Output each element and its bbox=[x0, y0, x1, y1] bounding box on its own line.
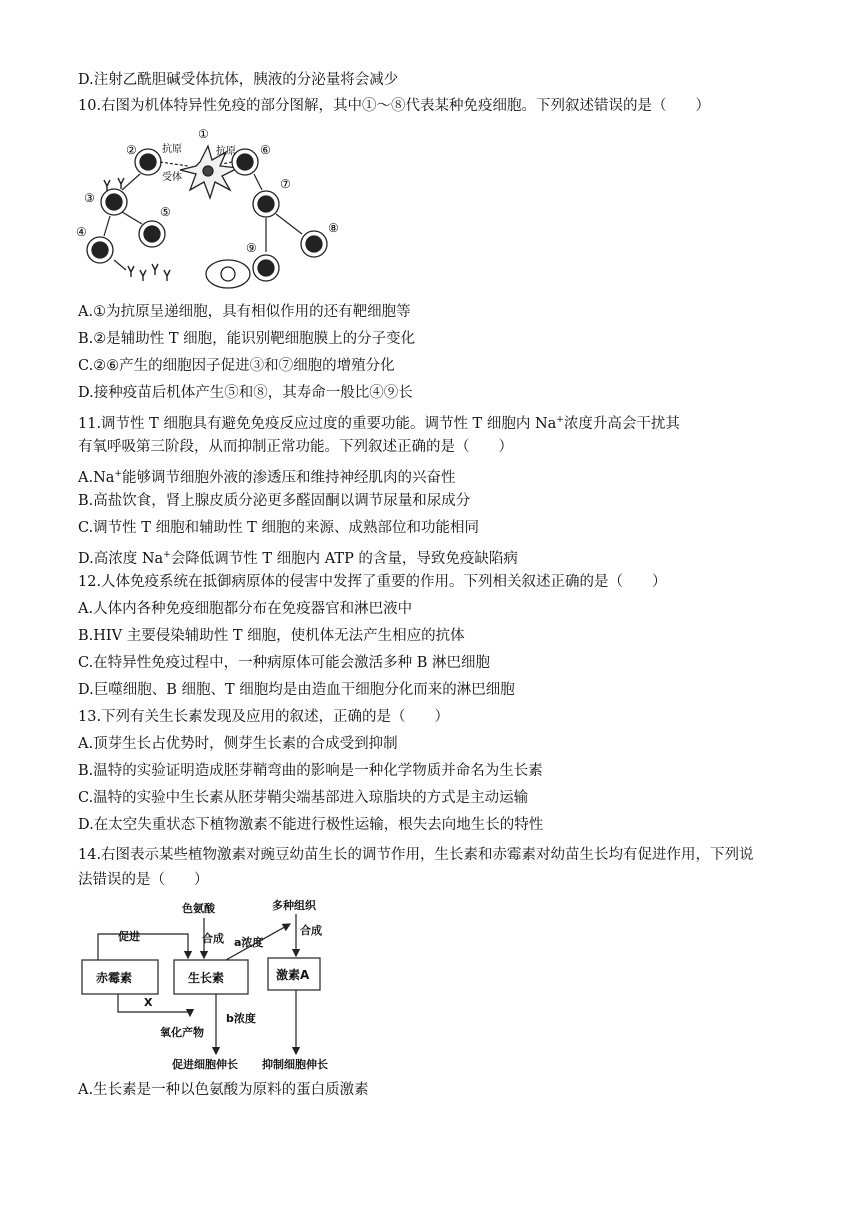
q14-option-a: A.生长素是一种以色氨酸为原料的蛋白质激素 bbox=[78, 1082, 369, 1098]
a-conc-label: a浓度 bbox=[234, 936, 264, 949]
q10-option-c: C.②⑥产生的细胞因子促进③和⑦细胞的增殖分化 bbox=[78, 358, 395, 374]
receptor-label: 受体 bbox=[162, 172, 182, 183]
cell-7 bbox=[253, 191, 279, 217]
hormone-a-text: 激素A bbox=[276, 968, 310, 982]
tryptophan-label: 色氨酸 bbox=[182, 902, 215, 915]
num-5: ⑤ bbox=[160, 205, 171, 219]
q13-option-a: A.顶芽生长占优势时，侧芽生长素的合成受到抑制 bbox=[78, 736, 398, 752]
q14-stem-2: 法错误的是（ ） bbox=[78, 872, 209, 888]
cell-8 bbox=[301, 231, 327, 257]
immune-diagram bbox=[70, 124, 360, 294]
b-conc-label: b浓度 bbox=[226, 1012, 256, 1025]
q11-stem-2: 有氧呼吸第三阶段，从而抑制正常功能。下列叙述正确的是（ ） bbox=[78, 439, 513, 455]
q11-option-c: C.调节性 T 细胞和辅助性 T 细胞的来源、成熟部位和功能相同 bbox=[78, 520, 479, 536]
q11-option-d: D.高浓度 Na+会降低调节性 T 细胞内 ATP 的含量，导致免疫缺陷病 bbox=[78, 550, 518, 567]
q12-option-a: A.人体内各种免疫细胞都分布在免疫器官和淋巴液中 bbox=[78, 601, 413, 617]
q12-option-b: B.HIV 主要侵染辅助性 T 细胞，使机体无法产生相应的抗体 bbox=[78, 628, 465, 644]
oxidation-label: 氧化产物 bbox=[160, 1026, 204, 1039]
q10-option-b: B.②是辅助性 T 细胞，能识别靶细胞膜上的分子变化 bbox=[78, 331, 416, 347]
q12-option-d: D.巨噬细胞、B 细胞、T 细胞均是由造血干细胞分化而来的淋巴细胞 bbox=[78, 682, 515, 698]
num-6: ⑥ bbox=[260, 143, 271, 157]
synth-label-1: 合成 bbox=[202, 932, 224, 945]
q10-option-d: D.接种疫苗后机体产生⑤和⑧，其寿命一般比④⑨长 bbox=[78, 385, 413, 401]
cell-4 bbox=[87, 237, 113, 263]
q12-option-c: C.在特异性免疫过程中，一种病原体可能会激活多种 B 淋巴细胞 bbox=[78, 655, 491, 671]
q10-stem: 10.右图为机体特异性免疫的部分图解，其中①～⑧代表某种免疫细胞。下列叙述错误的是（ ） bbox=[78, 98, 711, 114]
num-2: ② bbox=[126, 143, 137, 157]
num-1: ① bbox=[198, 127, 209, 141]
q13-stem: 13.下列有关生长素发现及应用的叙述，正确的是（ ） bbox=[78, 709, 450, 725]
q10-option-a: A.①为抗原呈递细胞，具有相似作用的还有靶细胞等 bbox=[78, 304, 411, 320]
q14-stem-1: 14.右图表示某些植物激素对豌豆幼苗生长的调节作用，生长素和赤霉素对幼苗生长均有促进作用，下列说 bbox=[78, 847, 754, 863]
num-4: ④ bbox=[76, 225, 87, 239]
gibberellin-text: 赤霉素 bbox=[96, 971, 133, 985]
q13-option-c: C.温特的实验中生长素从胚芽鞘尖端基部进入琼脂块的方式是主动运输 bbox=[78, 790, 529, 806]
promote-elong-label: 促进细胞伸长 bbox=[172, 1058, 238, 1071]
hormone-flowchart bbox=[76, 896, 366, 1076]
q13-option-d: D.在太空失重状态下植物激素不能进行极性运输，根失去向地生长的特性 bbox=[78, 817, 544, 833]
q12-stem: 12.人体免疫系统在抵御病原体的侵害中发挥了重要的作用。下列相关叙述正确的是（ ） bbox=[78, 574, 667, 590]
multi-tissue-label: 多种组织 bbox=[272, 899, 316, 912]
inhibit-elong-label: 抑制细胞伸长 bbox=[262, 1058, 328, 1071]
num-3: ③ bbox=[84, 191, 95, 205]
promote-label: 促进 bbox=[118, 930, 140, 943]
synth-label-2: 合成 bbox=[300, 924, 322, 937]
q11-option-b: B.高盐饮食，肾上腺皮质分泌更多醛固酮以调节尿量和尿成分 bbox=[78, 493, 471, 509]
num-7: ⑦ bbox=[280, 177, 291, 191]
q9-option-d: D.注射乙酰胆碱受体抗体，胰液的分泌量将会减少 bbox=[78, 72, 399, 88]
cell-9 bbox=[253, 255, 279, 281]
num-9: ⑨ bbox=[246, 241, 257, 255]
q11-option-a: A.Na+能够调节细胞外液的渗透压和维持神经肌肉的兴奋性 bbox=[78, 469, 456, 486]
antigen-label-left: 抗原 bbox=[162, 144, 182, 155]
q13-option-b: B.温特的实验证明造成胚芽鞘弯曲的影响是一种化学物质并命名为生长素 bbox=[78, 763, 543, 779]
num-8: ⑧ bbox=[328, 221, 339, 235]
cell-5 bbox=[139, 221, 165, 247]
cell-2 bbox=[135, 149, 161, 175]
cell-3 bbox=[101, 189, 127, 215]
antigen-label-right: 抗原 bbox=[216, 146, 236, 157]
q11-stem-1: 11.调节性 T 细胞具有避免免疫反应过度的重要功能。调节性 T 细胞内 Na+浓度升高会干扰其 bbox=[78, 415, 680, 432]
auxin-text: 生长素 bbox=[188, 971, 225, 985]
x-label: X bbox=[144, 996, 153, 1009]
